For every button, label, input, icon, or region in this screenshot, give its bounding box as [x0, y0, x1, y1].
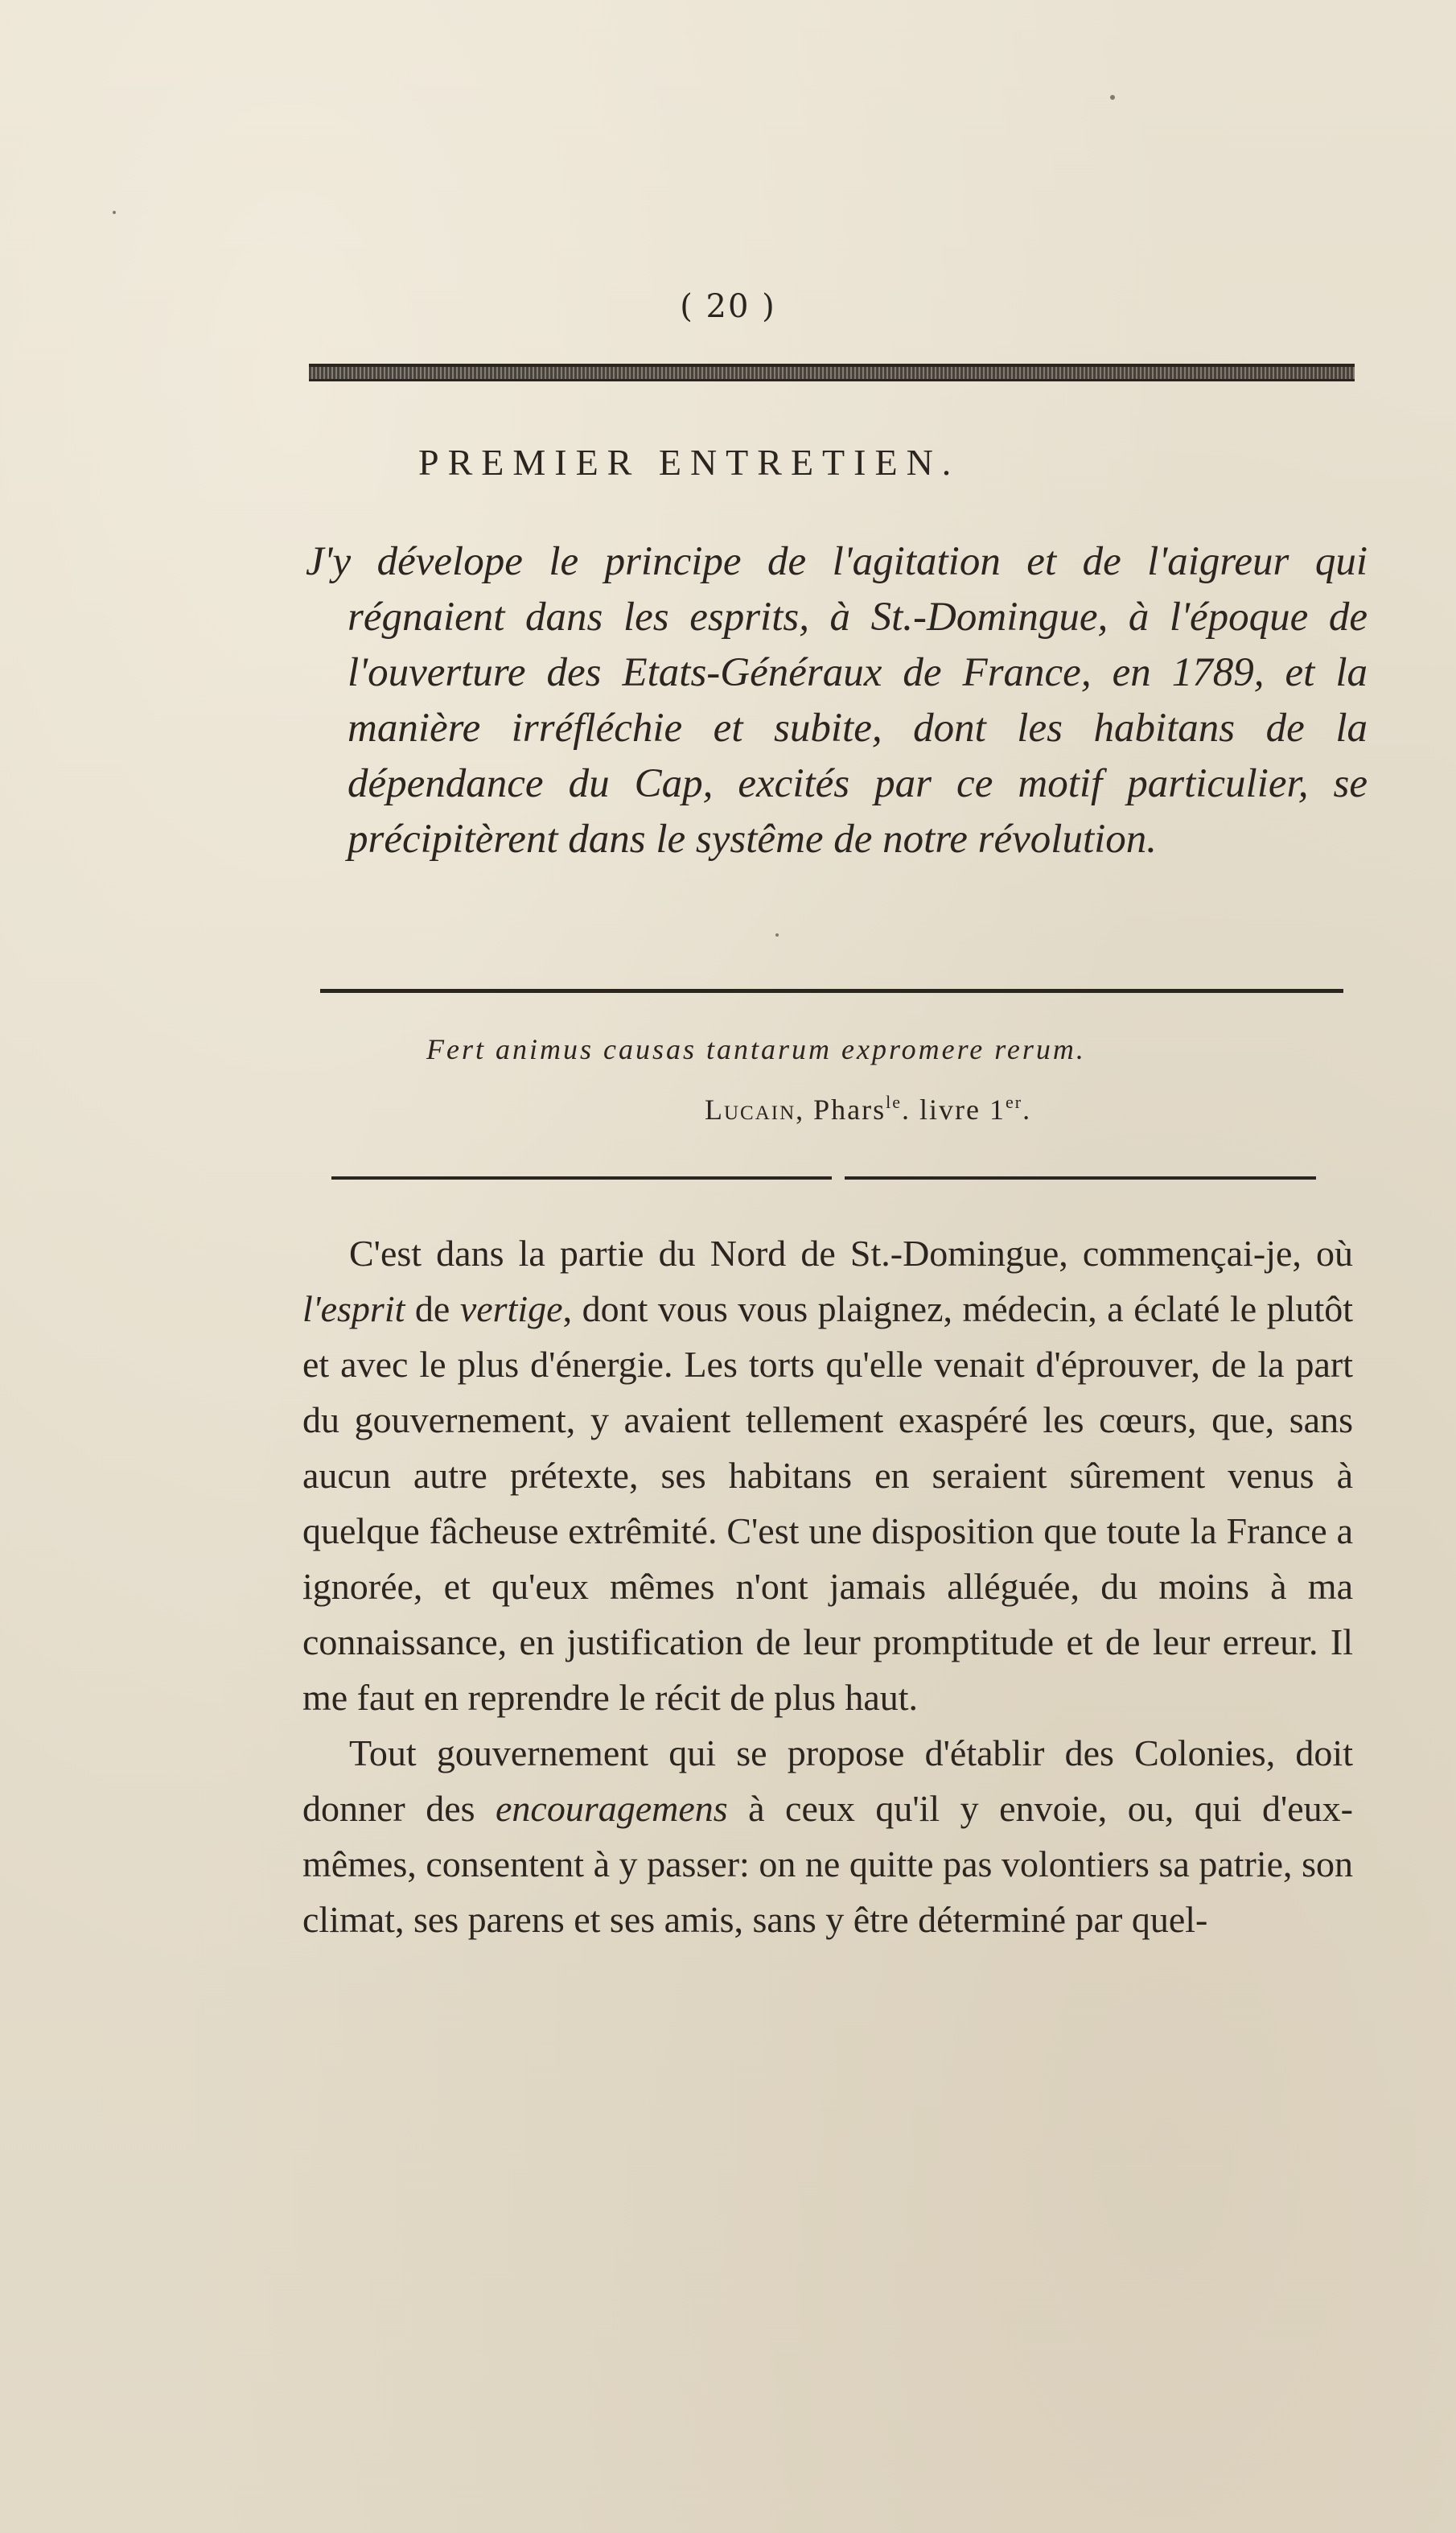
epigraph-book: . livre 1	[902, 1094, 1006, 1126]
chapter-title: PREMIER ENTRETIEN.	[418, 442, 960, 483]
paragraph-text: de	[405, 1288, 460, 1329]
epigraph-end: .	[1022, 1094, 1032, 1126]
paper-speck	[113, 211, 116, 214]
section-rule	[320, 989, 1343, 993]
paper-speck	[775, 933, 779, 937]
paragraph	[302, 1225, 1353, 1725]
body-text	[302, 1225, 1353, 1947]
epigraph-work-superscript: le	[886, 1092, 903, 1112]
divider-rule-right	[845, 1176, 1316, 1180]
argument-continuation: qui régnaient dans les esprits, à St.-Domingue, à l'époque de l'ouverture des Etats-Généraux de France, en 1789, et la manière irréfléchie et subite, dont les habitans de la dépendance du Cap, excités par ce motif particulier, se précipitèrent dans le systême de notre révolution.	[348, 539, 1368, 862]
paragraph-italic: encouragemens	[496, 1788, 728, 1829]
page-number: ( 20 )	[680, 288, 776, 325]
epigraph-quote: Fert animus causas tantarum expromere rerum.	[426, 1033, 1086, 1065]
paragraph-text: , dont vous vous plaignez, médecin, a éclaté le plutôt et avec le plus d'énergie. Les torts qu'elle venait d'éprouver, de la part du gouvernement, y avaient tellement exaspéré les cœurs, que, sans aucun autre prétexte, ses habitans en seraient sûrement venus à quelque fâcheuse extrêmité. C'est une disposition que toute la France a ignorée, et qu'eux mêmes n'ont jamais alléguée, du moins à ma connaissance, en justification de leur promptitude et de leur erreur. Il me faut en reprendre le récit de plus haut.	[302, 1288, 1354, 1718]
epigraph-work: Phars	[813, 1094, 886, 1126]
paragraph-italic: vertige	[459, 1288, 563, 1329]
paragraph-text: Tout gouvernement qui se propose d'établir des Colonies, doit donner des	[302, 1732, 1353, 1829]
paragraph-text: à ceux qu'il y envoie, ou, qui d'eux-mêmes, consentent à y passer: on ne quitte pas volontiers sa patrie, son climat, ses parens et ses amis, sans y être déterminé par quel-	[302, 1788, 1353, 1940]
paragraph-text: C'est dans la partie du Nord de St.-Domingue, commençai-je, où	[349, 1233, 1353, 1274]
divider-rule-left	[331, 1176, 832, 1180]
epigraph-source	[705, 1092, 1348, 1126]
paragraph	[302, 1725, 1353, 1947]
header-rule	[309, 364, 1355, 381]
paper-speck	[1110, 95, 1115, 100]
paragraph-italic: l'esprit	[302, 1288, 405, 1329]
chapter-argument	[306, 534, 1368, 867]
argument-first-line: J'y dévelope le principe de l'agitation et de l'aigreur	[306, 539, 1289, 584]
epigraph-author: Lucain,	[705, 1094, 805, 1126]
epigraph-book-superscript: er	[1006, 1092, 1023, 1112]
